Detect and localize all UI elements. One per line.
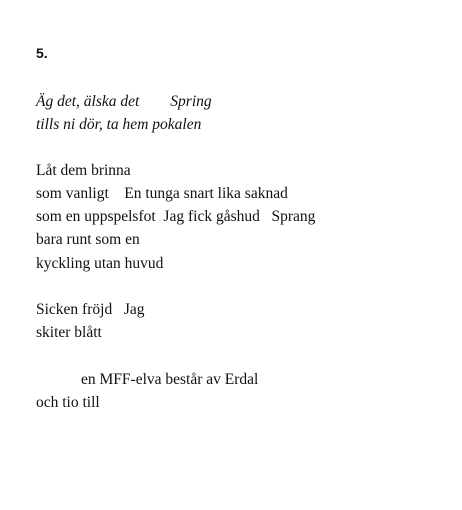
poem-line: som en uppspelsfot Jag fick gåshud Sprang <box>36 208 316 225</box>
poem-line: skiter blått <box>36 324 102 341</box>
poem-line: bara runt som en <box>36 231 140 248</box>
poem-line: och tio till <box>36 394 100 411</box>
poem-line: tills ni dör, ta hem pokalen <box>36 116 202 133</box>
poem-line: kyckling utan huvud <box>36 255 164 272</box>
poem-line-indented: en MFF-elva består av Erdal <box>81 371 259 388</box>
poem-line: Låt dem brinna <box>36 162 131 179</box>
poem-line: som vanligt En tunga snart lika saknad <box>36 185 288 202</box>
poem-line: Sicken fröjd Jag <box>36 301 145 318</box>
poem-line: Äg det, älska det Spring <box>36 93 212 110</box>
poem-number: 5. <box>36 45 48 61</box>
